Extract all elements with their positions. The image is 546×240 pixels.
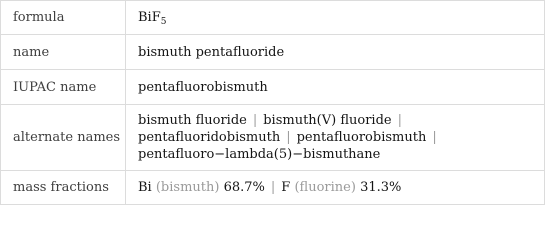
separator: |	[397, 113, 402, 128]
mass-fractions-value	[126, 171, 545, 205]
table-row-alternate-names	[1, 105, 545, 171]
formula-base: BiF	[138, 10, 161, 25]
fraction-percent: 68.7%	[223, 180, 265, 195]
formula-value	[126, 1, 545, 35]
row-label-iupac-name: IUPAC name	[1, 70, 126, 105]
fraction-element-name: (bismuth)	[155, 180, 220, 195]
formula-subscript: 5	[160, 17, 167, 27]
table-row-iupac-name	[1, 70, 545, 105]
fraction-symbol: F	[281, 180, 291, 195]
alternate-name: pentafluorobismuth	[296, 130, 427, 145]
fraction-symbol: Bi	[138, 180, 152, 195]
row-label-name: name	[1, 35, 126, 70]
iupac-name-value: pentafluorobismuth	[126, 70, 545, 105]
name-value: bismuth pentafluoride	[126, 35, 545, 70]
separator: |	[432, 130, 437, 145]
separator: |	[286, 130, 291, 145]
table-row-formula	[1, 1, 545, 35]
row-label-alternate-names: alternate names	[1, 105, 126, 171]
row-label-mass-fractions: mass fractions	[1, 171, 126, 205]
alternate-name: bismuth fluoride	[138, 113, 247, 128]
alternate-name: pentafluoridobismuth	[138, 130, 281, 145]
alternate-name: pentafluoro−lambda(5)−bismuthane	[138, 147, 381, 162]
table-row-mass-fractions	[1, 171, 545, 205]
fraction-percent: 31.3%	[360, 180, 402, 195]
separator: |	[270, 180, 276, 195]
alternate-name: bismuth(V) fluoride	[263, 113, 392, 128]
separator: |	[252, 113, 258, 128]
row-label-formula: formula	[1, 1, 126, 35]
fraction-element-name: (fluorine)	[294, 180, 356, 195]
table-row-name	[1, 35, 545, 70]
alternate-names-value	[126, 105, 545, 171]
